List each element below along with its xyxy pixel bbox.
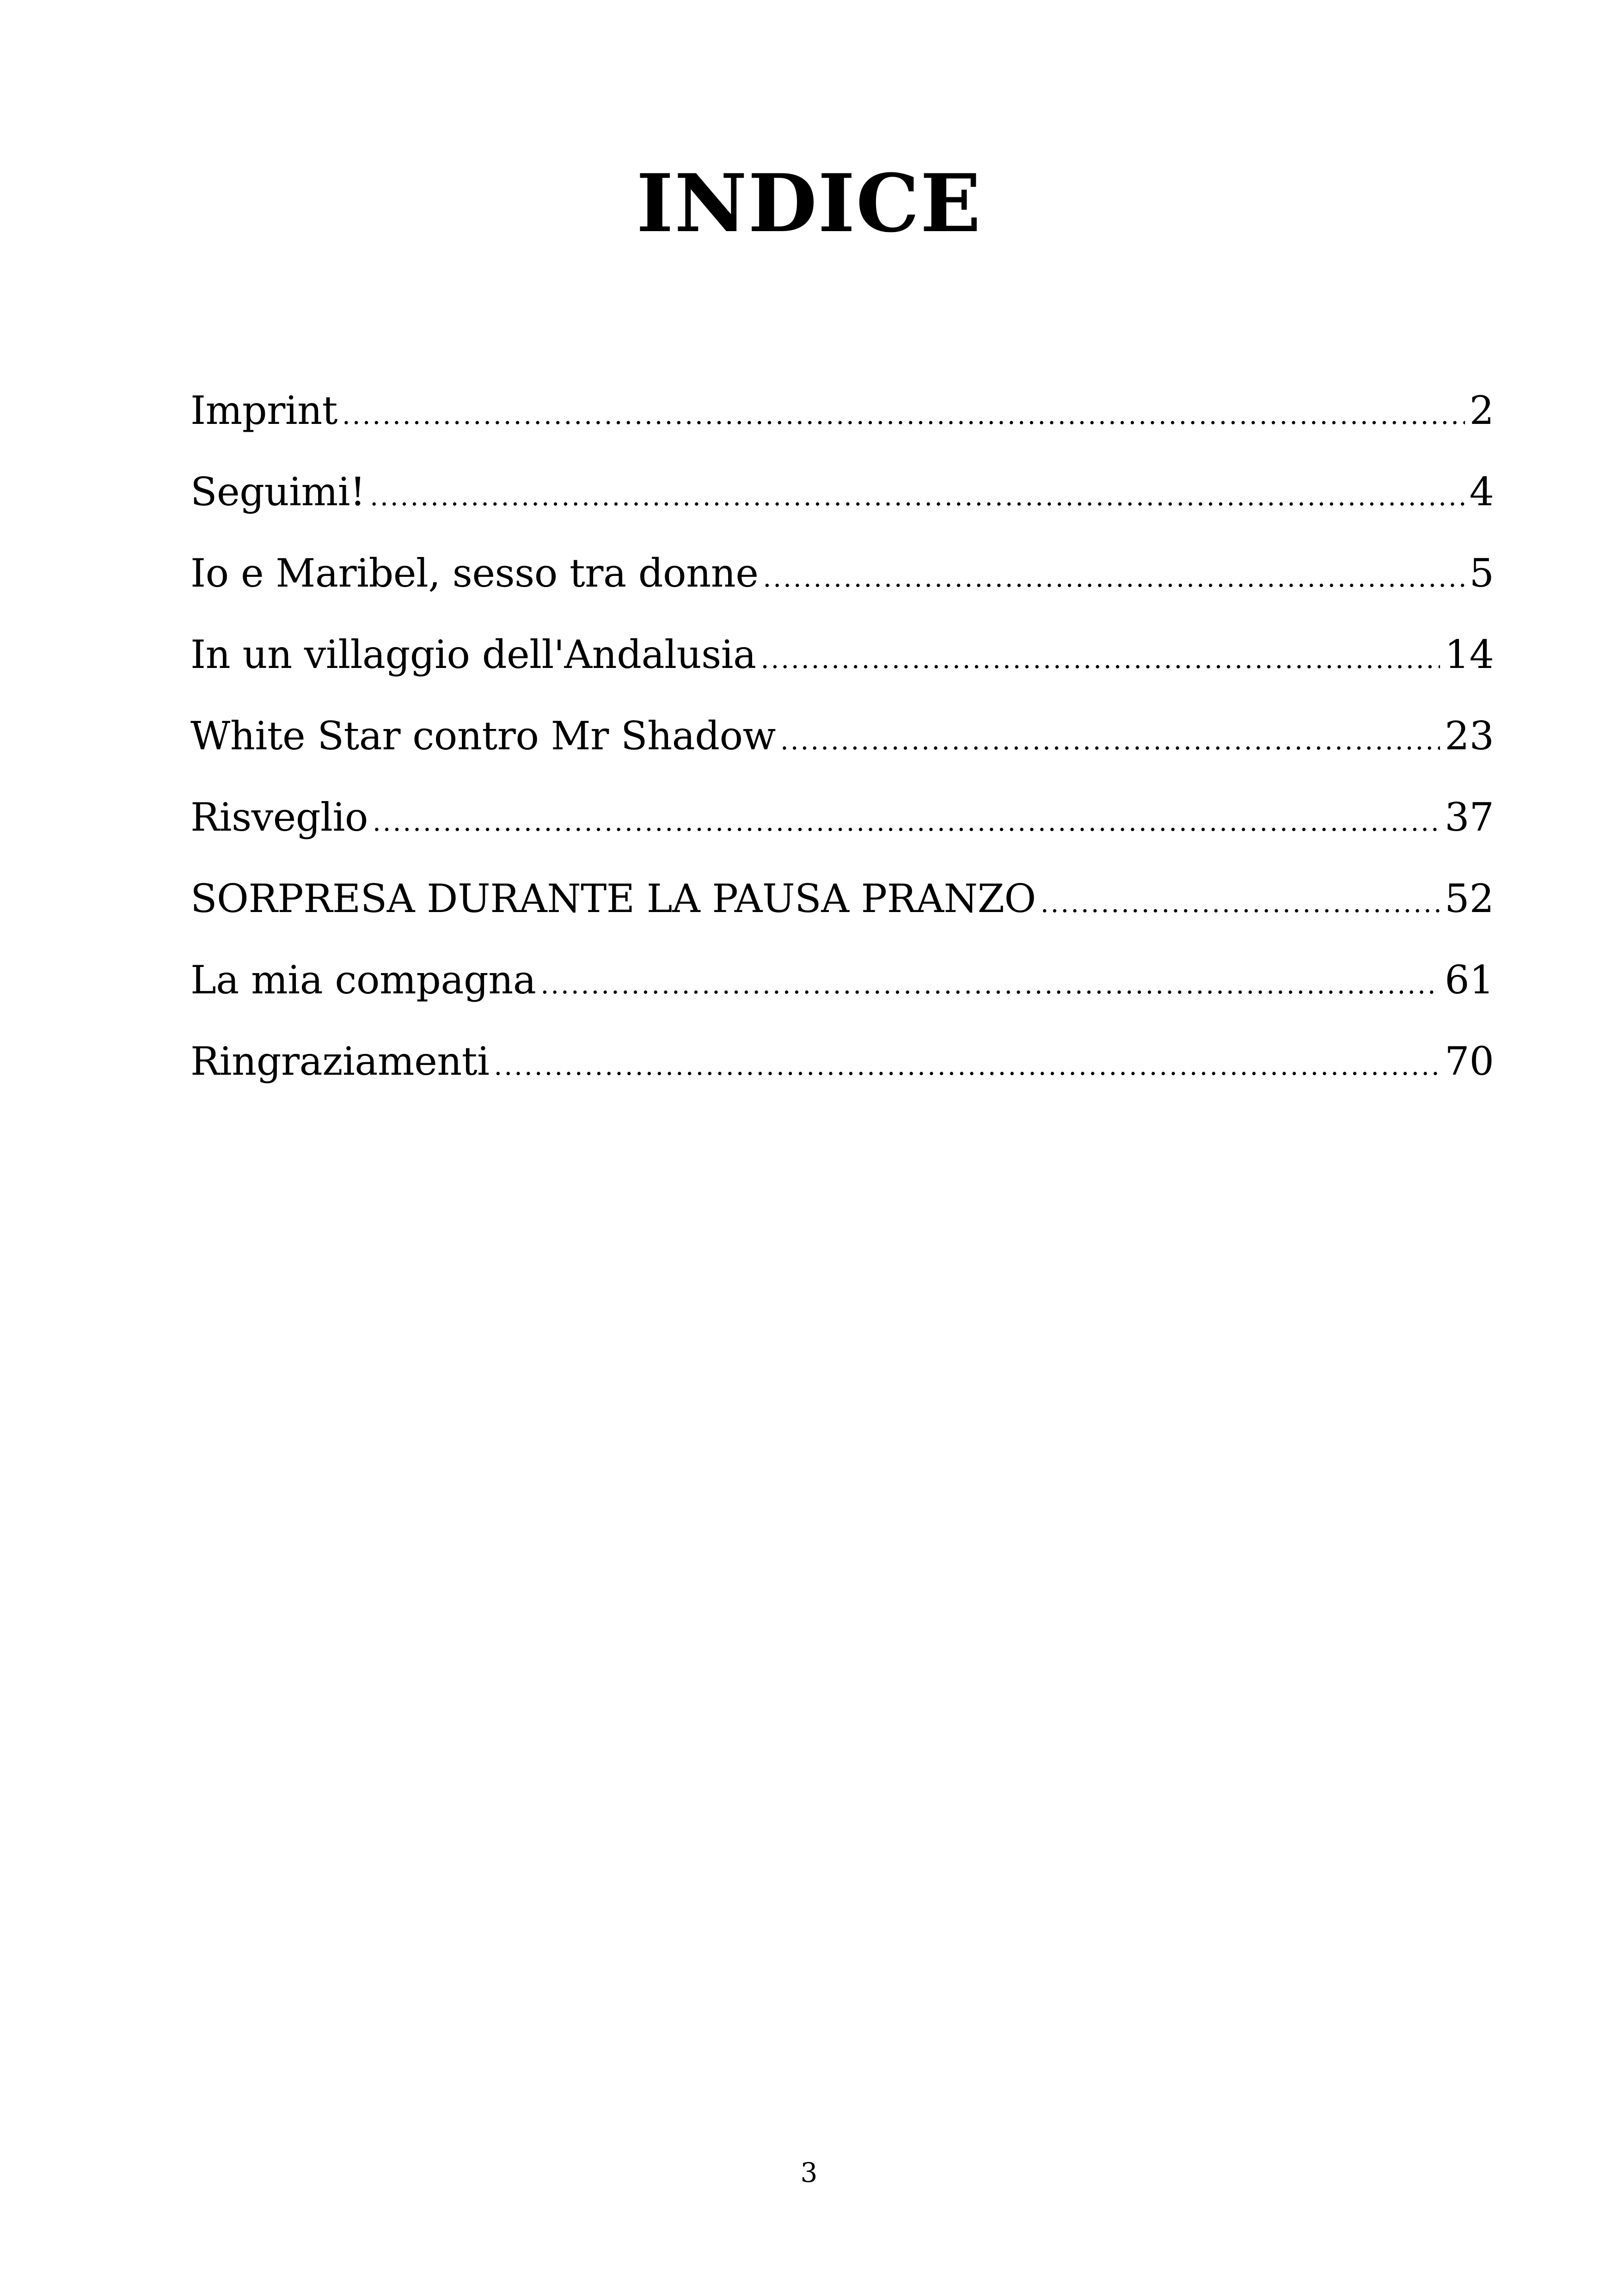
toc-entry-title: In un villaggio dell'Andalusia	[190, 632, 756, 677]
toc-entry[interactable]	[190, 695, 1494, 777]
toc-entry-title: Io e Maribel, sesso tra donne	[190, 551, 759, 596]
toc-entry-page: 5	[1469, 551, 1494, 596]
toc-dot-leader	[540, 944, 1440, 1026]
toc-entry-page: 2	[1469, 388, 1494, 433]
toc-entry[interactable]	[190, 533, 1494, 614]
toc-entry-title: La mia compagna	[190, 957, 536, 1003]
toc-entry[interactable]	[190, 858, 1494, 939]
page-number: 3	[800, 2157, 818, 2188]
toc-dot-leader	[342, 375, 1465, 456]
toc-entry-page: 37	[1445, 795, 1494, 840]
toc-entry-page: 61	[1445, 957, 1494, 1003]
toc-dot-leader	[373, 782, 1440, 863]
table-of-contents	[190, 370, 1494, 1102]
toc-entry-title: SORPRESA DURANTE LA PAUSA PRANZO	[190, 876, 1036, 921]
toc-entry-page: 23	[1445, 713, 1494, 759]
toc-dot-leader	[761, 619, 1440, 700]
toc-entry[interactable]	[190, 614, 1494, 695]
page-title: INDICE	[636, 156, 982, 250]
toc-entry[interactable]	[190, 777, 1494, 858]
toc-entry-page: 70	[1445, 1039, 1494, 1084]
toc-entry[interactable]	[190, 370, 1494, 451]
toc-dot-leader	[1041, 863, 1440, 944]
toc-entry-page: 4	[1469, 469, 1494, 514]
toc-entry-page: 52	[1445, 876, 1494, 921]
toc-entry-title: White Star contro Mr Shadow	[190, 713, 776, 759]
toc-entry-title: Imprint	[190, 388, 337, 433]
toc-entry-title: Ringraziamenti	[190, 1039, 490, 1084]
toc-entry-title: Risveglio	[190, 795, 368, 840]
toc-entry[interactable]	[190, 1021, 1494, 1102]
toc-dot-leader	[763, 538, 1465, 619]
toc-dot-leader	[370, 456, 1465, 538]
toc-entry[interactable]	[190, 451, 1494, 533]
toc-dot-leader	[494, 1026, 1440, 1107]
toc-entry-page: 14	[1445, 632, 1494, 677]
toc-entry-title: Seguimi!	[190, 469, 366, 514]
toc-dot-leader	[780, 700, 1440, 782]
toc-entry[interactable]	[190, 939, 1494, 1021]
